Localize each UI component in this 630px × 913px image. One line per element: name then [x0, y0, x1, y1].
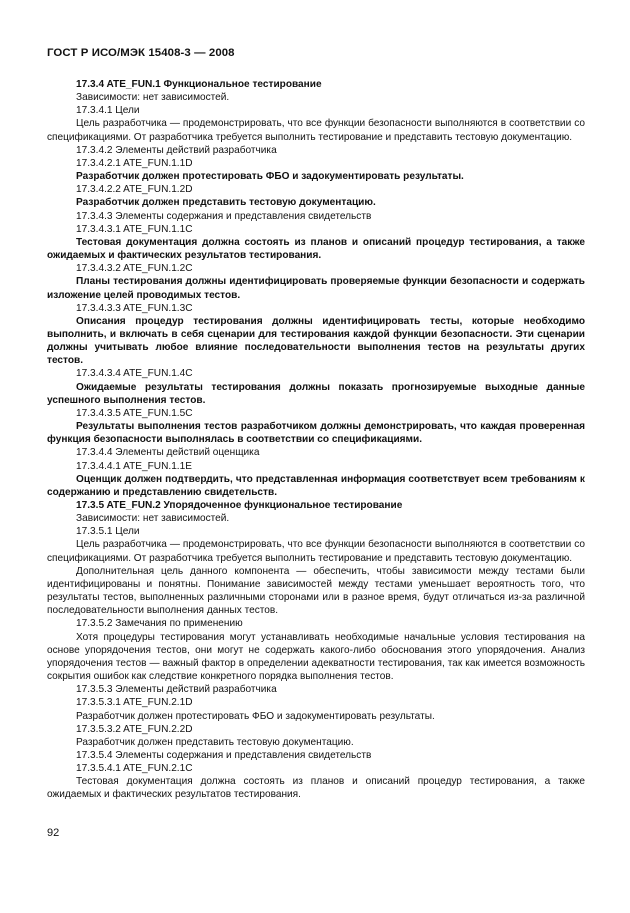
paragraph: 17.3.4.2 Элементы действий разработчика: [76, 144, 277, 156]
paragraph: Разработчик должен протестировать ФБО и задокументировать результаты.: [76, 171, 464, 183]
paragraph: 17.3.4.3.4 ATE_FUN.1.4C: [76, 368, 193, 380]
paragraph: Разработчик должен протестировать ФБО и задокументировать результаты.: [76, 710, 435, 722]
paragraph: 17.3.5.4.1 ATE_FUN.2.1C: [76, 763, 193, 775]
paragraph: Тестовая документация должна состоять из планов и описаний процедур тестирования, а также ожидаемых и фактических результатов тестирования.: [47, 776, 585, 801]
paragraph: 17.3.4.3.5 ATE_FUN.1.5C: [76, 407, 193, 419]
paragraph: Зависимости: нет зависимостей.: [76, 92, 230, 104]
paragraph: 17.3.4.2.1 ATE_FUN.1.1D: [76, 157, 193, 169]
paragraph: Разработчик должен представить тестовую документацию.: [76, 736, 354, 748]
paragraph: 17.3.5.3 Элементы действий разработчика: [76, 684, 277, 696]
paragraph: 17.3.4.3 Элементы содержания и представления свидетельств: [76, 210, 372, 222]
paragraph: Планы тестирования должны идентифицировать проверяемые функции безопасности и содержать изложение целей проводимых тестов.: [47, 276, 585, 301]
paragraph: 17.3.5 ATE_FUN.2 Упорядоченное функциональное тестирование: [76, 500, 403, 511]
paragraph: 17.3.4.3.3 ATE_FUN.1.3C: [76, 302, 193, 314]
document-body: [47, 78, 585, 802]
paragraph: 17.3.4 ATE_FUN.1 Функциональное тестирование: [76, 79, 322, 90]
paragraph: Описания процедур тестирования должны идентифицировать тесты, которые необходимо выполнить, и включать в себя сценарии для тестирования каждой функции безопасности. Эти сценарии должны учитывать любое влияние последовательности выполнения тестов на результаты других тестов.: [47, 315, 585, 367]
paragraph: 17.3.5.3.2 ATE_FUN.2.2D: [76, 723, 193, 735]
paragraph: Тестовая документация должна состоять из планов и описаний процедур тестирования, а также ожидаемых и фактических результатов тестирования.: [47, 236, 585, 262]
paragraph: 17.3.4.4 Элементы действий оценщика: [76, 447, 260, 459]
paragraph: Разработчик должен представить тестовую документацию.: [76, 197, 376, 209]
paragraph: 17.3.4.3.1 ATE_FUN.1.1C: [76, 223, 193, 235]
paragraph: Цель разработчика — продемонстрировать, что все функции безопасности выполняются в соответствии со спецификациями. От разработчика требуется выполнить тестирование и представить тестовую документацию.: [47, 539, 585, 564]
paragraph: Цель разработчика — продемонстрировать, что все функции безопасности выполняются в соответствии со спецификациями. От разработчика требуется выполнить тестирование и представить тестовую документацию.: [47, 118, 585, 143]
paragraph: 17.3.4.4.1 ATE_FUN.1.1E: [76, 460, 192, 472]
paragraph: Хотя процедуры тестирования могут устанавливать необходимые начальные условия тестирования на основе упорядочения тестов, они могут не содержать какого-либо обоснования этого упорядочения. Анализ упорядочения тестов — важный фактор в определении адекватности тестирования, так как имеется возможность сокрытия ошибок как следствие конкретного порядка выполнения тестов.: [47, 631, 585, 683]
paragraph: Результаты выполнения тестов разработчиком должны демонстрировать, что каждая проверенная функция безопасности выполнялась в соответствии со спецификациями.: [47, 421, 585, 446]
paragraph: 17.3.4.2.2 ATE_FUN.1.2D: [76, 184, 193, 196]
paragraph: 17.3.5.1 Цели: [76, 526, 140, 538]
page-number: 92: [47, 827, 60, 839]
paragraph: Оценщик должен подтвердить, что представленная информация соответствует всем требованиям к содержанию и представлению свидетельств.: [47, 473, 585, 498]
paragraph: 17.3.4.3.2 ATE_FUN.1.2C: [76, 263, 193, 275]
paragraph: Дополнительная цель данного компонента — обеспечить, чтобы зависимости между тестами были идентифицированы и понятны. Понимание зависимостей между тестами уменьшает вероятность того, что результаты тестов, выполненных различными сторонами или в разное время, будут отличаться из-за различной последовательности выполнения данных тестов.: [47, 565, 585, 617]
paragraph: Зависимости: нет зависимостей.: [76, 513, 230, 525]
paragraph: 17.3.4.1 Цели: [76, 105, 140, 117]
paragraph: Ожидаемые результаты тестирования должны показать прогнозируемые выходные данные успешного выполнения тестов.: [47, 381, 585, 406]
paragraph: 17.3.5.3.1 ATE_FUN.2.1D: [76, 697, 193, 709]
document-header: ГОСТ Р ИСО/МЭК 15408-3 — 2008: [47, 47, 235, 59]
paragraph: 17.3.5.2 Замечания по применению: [76, 618, 243, 630]
paragraph: 17.3.5.4 Элементы содержания и представления свидетельств: [76, 749, 372, 761]
